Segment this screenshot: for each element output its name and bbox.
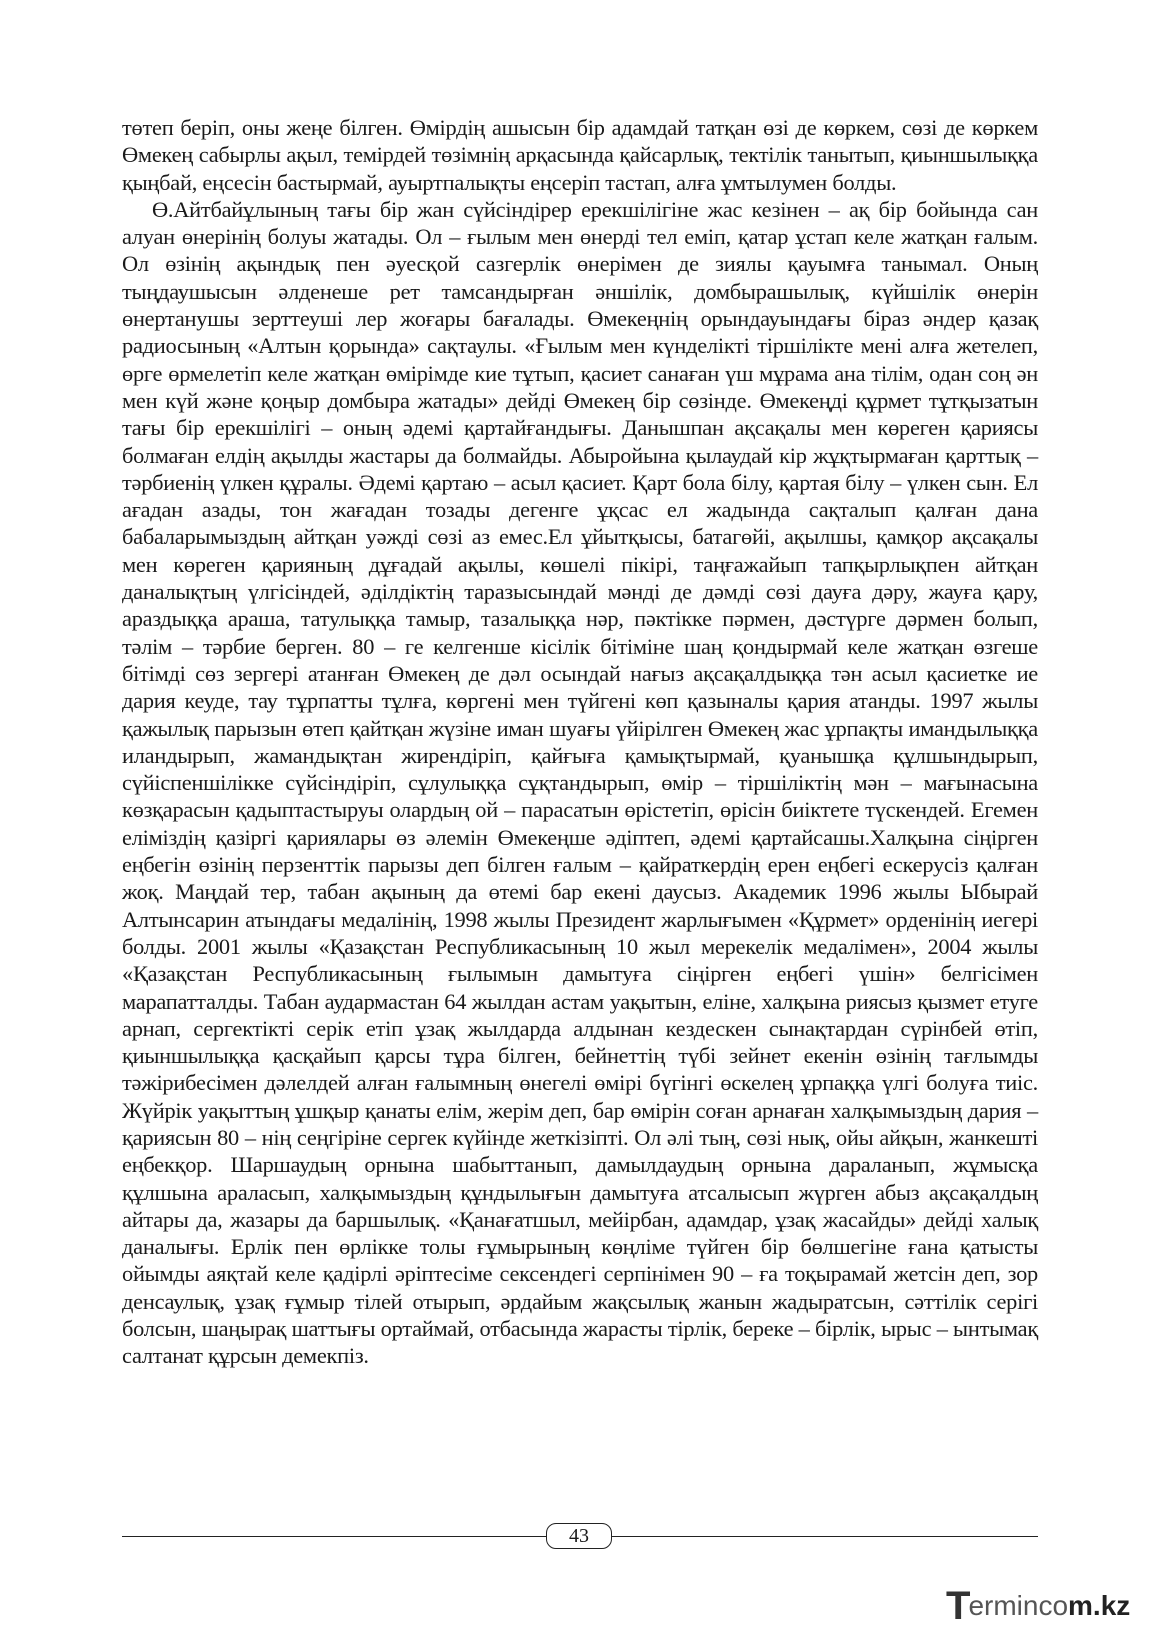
watermark-logo — [946, 1584, 1146, 1628]
watermark-end: m.kz — [1068, 1590, 1131, 1621]
page-number: 43 — [546, 1523, 612, 1549]
watermark-o: o — [1052, 1590, 1069, 1621]
paragraph-continuation: төтеп беріп, оны жеңе білген. Өмірдің ашысын бір адамдай татқан өзі де көркем, сөзі де көркем Өмекең сабырлы ақыл, темірдей төзімнің арқасында қайсарлық, тектілік танытып, қиыншылыққа қыңбай, еңсесін бастырмай, ауыртпалықты еңсеріп тастап, алға ұмтылумен болды. — [122, 115, 1038, 195]
watermark-t: T — [946, 1583, 971, 1628]
page-body — [122, 114, 1038, 1370]
paragraph-main: Ө.Айтбайұлының тағы бір жан сүйсіндірер ерекшілігіне жас кезінен – ақ бір бойында сан алуан өнерінің болуы жатады. Ол – ғылым мен өнерді тел еміп, қатар ұстап келе жатқан ғалым. Ол өзінің ақындық пен әуесқой сазгерлік өнерімен де зиялы қауымға танымал. Оның тыңдаушысын әлденеше рет тамсандырған әншілік, домбырашылық, күйшілік өнерін өнертанушы зерттеуші лер жоғары бағалады. Өмекеңнің орындауындағы біраз әндер қазақ радиосының «Алтын қорында» сақтаулы. «Ғылым мен күнделікті тіршілікте мені алға жетелеп, өрге өрмелетіп келе жатқан өмірімде кие тұтып, қасиет санаған үш мұрама ана тілім, одан соң ән мен күй және қоңыр домбыра жатады» дейді Өмекең бір сөзінде. Өмекеңді құрмет тұтқызатын тағы бір ерекшілігі – оның әдемі қартайғандығы. Данышпан ақсақалы мен көреген қариясы болмаған елдің ақылды жастары да болмайды. Абыройына қылаудай кір жұқтырмаған қарттық – тәрбиенің үлкен құралы. Әдемі қартаю – асыл қасиет. Қарт бола білу, қартая білу – үлкен сын. Ел ағадан азады, тон жағадан тозады дегенге ұқсас ел жадында сақталып қалған дана бабаларымыздың айтқан уәжді сөзі аз емес.Ел ұйытқысы, батагөйі, ақылшы, қамқор ақсақалы мен көреген қарияның дұғадай ақылы, көшелі пікірі, таңғажайып тапқырлықпен айтқан даналықтың үлгісіндей, әділдіктің таразысындай мәнді де дәмді сөзі дауға дәру, жауға қару, араздыққа араша, татулыққа тамыр, тазалыққа нәр, пәктікке пәрмен, дәстүрге дәрмен болып, тәлім – тәрбие берген. 80 – ге келгенше кісілік бітіміне шаң қондырмай келе жатқан өзгеше бітімді сөз зергері атанған Өмекең де дәл осындай нағыз ақсақалдыққа тән асыл қасиетке ие дария кеуде, тау тұрпатты тұлға, көргені мен түйгені көп қазыналы қария атанды. 1997 жылы қажылық парызын өтеп қайтқан жүзіне иман шуағы үйірілген Өмекең жас ұрпақты имандылыққа иландырып, жамандықтан жирендіріп, қайғыға қамықтырмай, қуанышқа құлшындырып, сүйіспеншілікке сүйсіндіріп, сұлулыққа сұқтандырып, өмір – тіршіліктің мән – мағынасына көзқарасын қадыптастыруы олардың ой – парасатын өрістетіп, өрісін биіктете түскендей. Егемен еліміздің қазіргі қариялары өз әлемін Өмекеңше әдіптеп, әдемі қартайсашы.Халқына сіңірген еңбегін өзінің перзенттік парызы деп білген ғалым – қайраткердің ерен еңбегі ескерусіз қалған жоқ. Маңдай тер, табан ақының да өтемі бар екені даусыз. Академик 1996 жылы Ыбырай Алтынсарин атындағы медалінің, 1998 жылы Президент жарлығымен «Құрмет» орденінің иегері болды. 2001 жылы «Қазақстан Республикасының 10 жыл мерекелік медалімен», 2004 жылы «Қазақстан Республикасының ғылымын дамытуға сіңірген еңбегі үшін» белгісімен марапатталды. Табан аудармастан 64 жылдан астам уақытын, еліне, халқына риясыз қызмет етуге арнап, сергектікті серік етіп ұзақ жылдарда алдынан кездескен сынақтардан сүрінбей өтіп, қиыншылыққа қасқайып қарсы тұра білген, бейнеттің түбі зейнет екенін өзінің тағлымды тәжірибесімен дәлелдей алған ғалымның өнегелі өмірі бүгінгі өскелең ұрпаққа үлгі болуға тиіс. Жүйрік уақыттың ұшқыр қанаты елім, жерім деп, бар өмірін соған арнаған халқымыздың дария – қариясын 80 – нің сеңгіріне сергек күйінде жеткізіпті. Ол әлі тың, сөзі нық, ойы айқын, жанкешті еңбекқор. Шаршаудың орнына шабыттанып, дамылдаудың орнына дараланып, жұмысқа құлшына араласып, халқымыздың құндылығын дамытуға атсалысып жүрген абыз ақсақалдың айтары да, жазары да баршылық. «Қанағатшыл, мейірбан, адамдар, ұзақ жасайды» дейді халық даналығы. Ерлік пен өрлікке толы ғұмырының көңліме түйген бір бөлшегіне ғана қатысты ойымды аяқтай келе қадірлі әріптесіме сексендегі серпінімен 90 – ға тоқырамай жетсін деп, зор денсаулық, ұзақ ғұмыр тілей отырып, әрдайым жақсылық жанын жадыратсын, сәттілік серігі болсын, шаңырақ шаттығы ортаймай, отбасында жарасты тірлік, береке – бірлік, ырыс – ынтымақ салтанат құрсын демекпіз. — [122, 196, 1038, 1369]
footer-rule-right — [612, 1536, 1038, 1537]
footer-rule-left — [122, 1536, 552, 1537]
watermark-middle: erminc — [968, 1590, 1053, 1621]
